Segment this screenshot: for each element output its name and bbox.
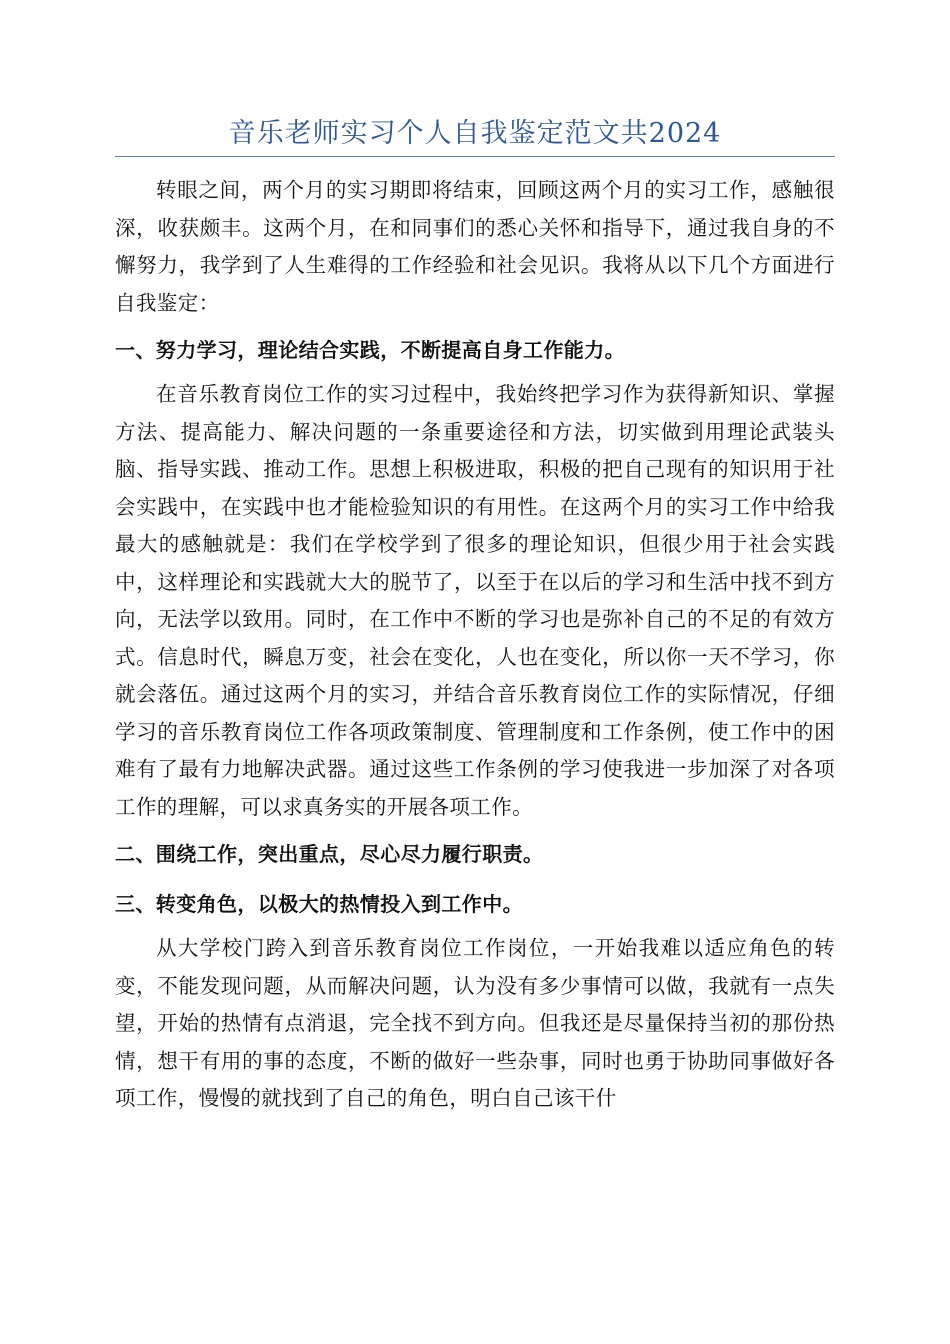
section-2-heading: 二、围绕工作，突出重点，尽心尽力履行职责。 [115,842,544,866]
intro-paragraph: 转眼之间，两个月的实习期即将结束，回顾这两个月的实习工作，感触很深，收获颇丰。这两个月，在和同事们的悉心关怀和指导下，通过我自身的不懈努力，我学到了人生难得的工作经验和社会见识。我将从以下几个方面进行自我鉴定： [115,178,835,315]
section-3-paragraph: 从大学校门跨入到音乐教育岗位工作岗位，一开始我难以适应角色的转变，不能发现问题，从而解决问题，认为没有多少事情可以做，我就有一点失望，开始的热情有点消退，完全找不到方向。但我还是尽量保持当初的那份热情，想干有用的事的态度，不断的做好一些杂事，同时也勇于协助同事做好各项工作，慢慢的就找到了自己的角色，明白自己该干什 [115,936,835,1110]
document-title: 音乐老师实习个人自我鉴定范文共2024 [228,118,722,149]
document-body [115,172,835,1118]
section-3-heading: 三、转变角色，以极大的热情投入到工作中。 [115,892,523,916]
title-block [115,112,835,157]
section-1-paragraph: 在音乐教育岗位工作的实习过程中，我始终把学习作为获得新知识、掌握方法、提高能力、解决问题的一条重要途径和方法，切实做到用理论武装头脑、指导实践、推动工作。思想上积极进取，积极的把自己现有的知识用于社会实践中，在实践中也才能检验知识的有用性。在这两个月的实习工作中给我最大的感触就是：我们在学校学到了很多的理论知识，但很少用于社会实践中，这样理论和实践就大大的脱节了，以至于在以后的学习和生活中找不到方向，无法学以致用。同时，在工作中不断的学习也是弥补自己的不足的有效方式。信息时代，瞬息万变，社会在变化，人也在变化，所以你一天不学习，你就会落伍。通过这两个月的实习，并结合音乐教育岗位工作的实际情况，仔细学习的音乐教育岗位工作各项政策制度、管理制度和工作条例，使工作中的困难有了最有力地解决武器。通过这些工作条例的学习使我进一步加深了对各项工作的理解，可以求真务实的开展各项工作。 [115,382,835,819]
section-1-heading: 一、努力学习，理论结合实践，不断提高自身工作能力。 [115,338,625,362]
